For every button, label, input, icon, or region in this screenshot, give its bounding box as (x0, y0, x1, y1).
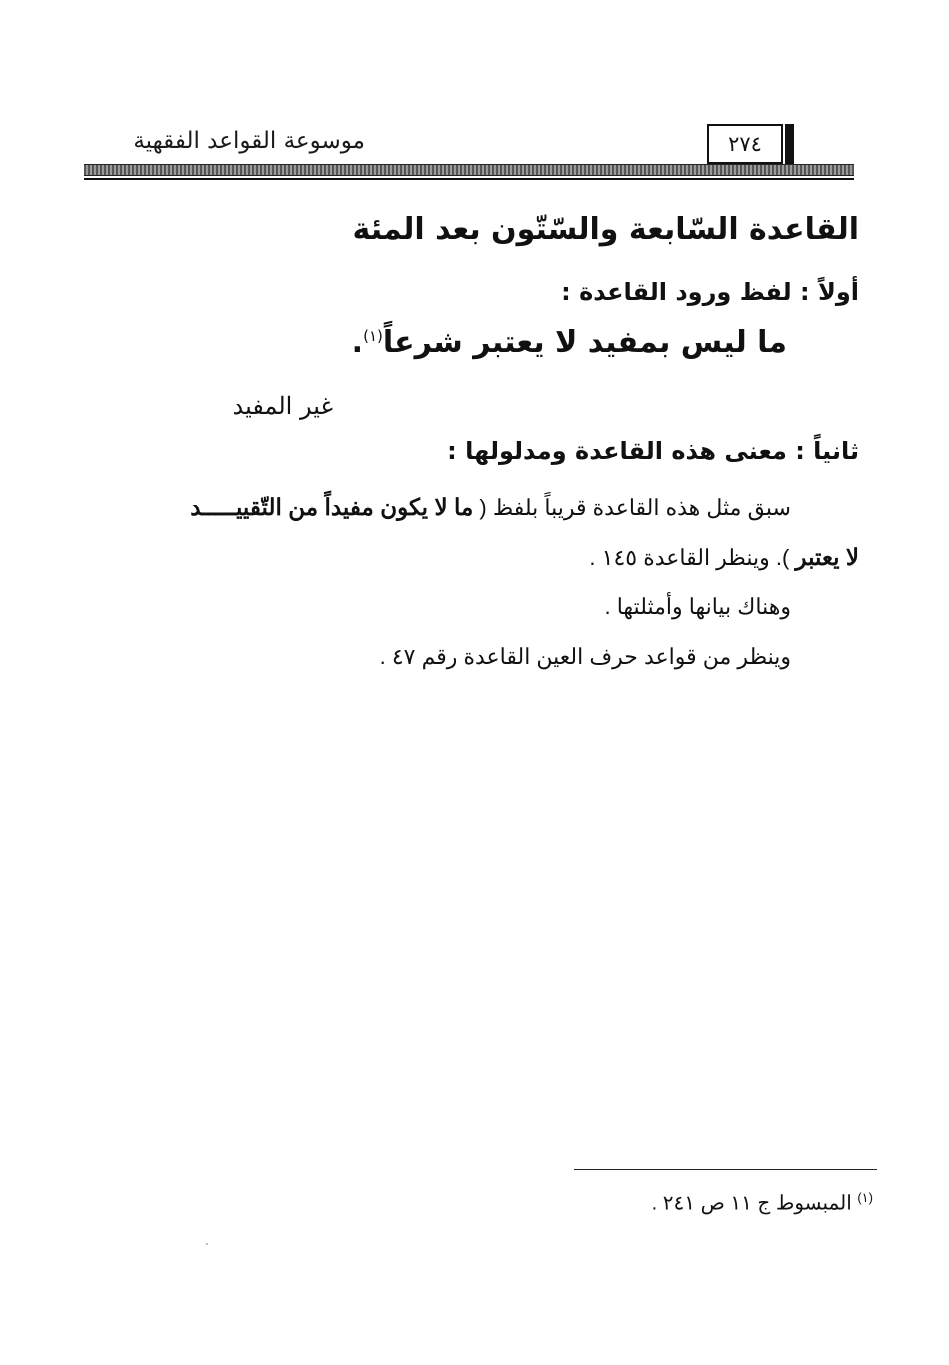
footnote-separator (574, 1169, 877, 1170)
first-heading: أولاً : لفظ ورود القاعدة : (561, 278, 859, 306)
header-rule-band (84, 164, 854, 176)
running-title: موسوعة القواعد الفقهية (133, 128, 365, 154)
body-line-3: وهناك بيانها وأمثلتها . (604, 594, 791, 619)
body-line-2-rest: ). وينظر القاعدة ١٤٥ . (589, 545, 790, 570)
footnote-mark: (١) (857, 1190, 873, 1205)
footnote-text: المبسوط ج ١١ ص ٢٤١ . (651, 1192, 852, 1215)
rule-title: القاعدة السّابعة والسّتّون بعد المئة (352, 212, 859, 247)
second-heading: ثانياً : معنى هذه القاعدة ومدلولها : (447, 437, 859, 465)
rule-footnote-mark[interactable]: (١) (363, 327, 383, 345)
synonym-phrase: غير المفيد (232, 392, 333, 420)
footnote (652, 1190, 873, 1216)
quoted-rule-part-1: ما لا يكون مفيداً من التّقييـــــد (190, 494, 474, 520)
page-number-shadow (785, 124, 794, 168)
body-line-1-prefix: سبق مثل هذه القاعدة قريباً بلفظ ( (479, 495, 791, 520)
quoted-rule-part-2: لا يعتبر (795, 544, 859, 570)
body-line-2 (589, 544, 859, 571)
scan-speck (206, 1243, 208, 1245)
header-rule-line (84, 178, 854, 180)
page-number: ٢٧٤ (707, 124, 783, 164)
body-line-1 (190, 494, 791, 521)
rule-text (352, 325, 787, 360)
rule-text-end: . (351, 325, 364, 360)
body-line-4: وينظر من قواعد حرف العين القاعدة رقم ٤٧ . (379, 644, 791, 669)
rule-text-body: ما ليس بمفيد لا يعتبر شرعاً (382, 325, 787, 360)
